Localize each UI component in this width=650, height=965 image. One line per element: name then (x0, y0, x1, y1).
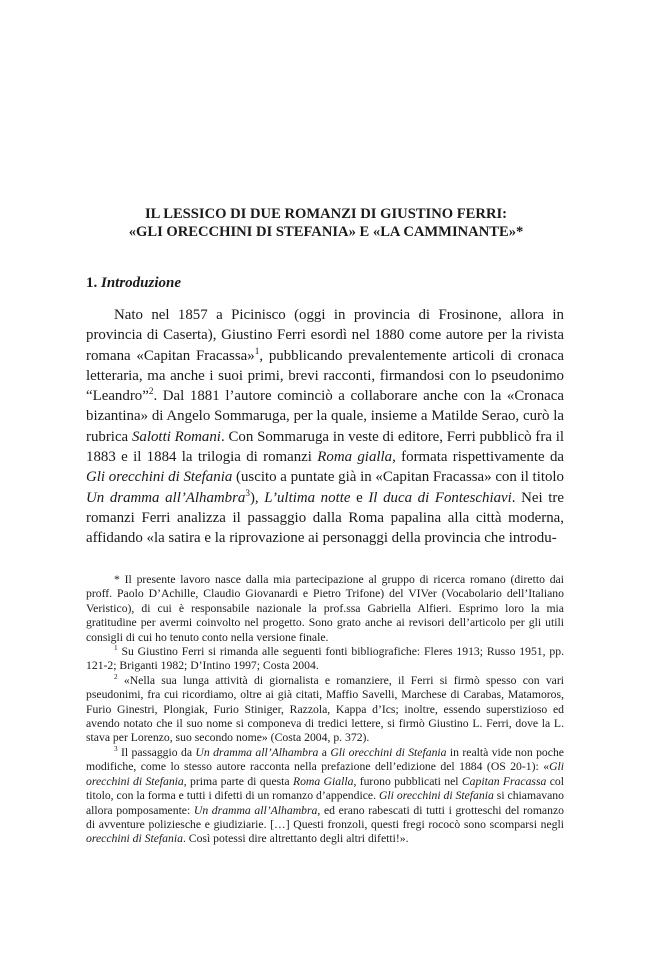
title-line-1: IL LESSICO DI DUE ROMANZI DI GIUSTINO FERRI: (144, 206, 508, 222)
article-title (86, 205, 566, 241)
section-title: Introduzione (101, 275, 182, 291)
footnote-text: , prima parte di questa (183, 774, 293, 788)
footnote-text: a (318, 745, 331, 759)
footnote-text: Il passaggio da (117, 745, 196, 759)
italic-title: Il duca di Fonteschiavi (368, 489, 512, 506)
footnotes (86, 573, 564, 847)
footnote-ref-3: 3 (245, 487, 250, 498)
italic-title: Roma gialla (317, 449, 393, 466)
footnote-star: * Il presente lavoro nasce dalla mia partecipazione al gruppo di ricerca romano (diretto dai proff. Paolo D’Achille, Claudio Giovanardi e Pietro Trifone) del VIVer (Vocabolario dell’Italiano Veristico), di cui è responsabile nazionale la prof.ssa Gabriella Alfieri. Esprimo loro la mia gratitudine per avermi coinvolto nel progetto. Sono grato anche ai revisori dell’articolo per gli utili consigli di cui ho tenuto conto nella versione finale. (86, 573, 564, 644)
footnote-text: Su Giustino Ferri si rimanda alle seguenti fonti bibliografiche: Fleres 1913; Russo 1951, pp. 121-2; Briganti 1982; D’Intino 1997; Costa 2004. (86, 645, 564, 673)
italic-title: Gli orecchini di Stefania (86, 469, 233, 486)
body-text-run: e (350, 489, 369, 506)
footnote-text: . Così potessi dire altrettanto degli altri difetti!». (182, 832, 409, 846)
body-text-run: (uscito a puntate già in «Capitan Fracassa» con il titolo (232, 469, 564, 486)
footnote-2 (86, 674, 564, 746)
footnote-number: 1 (114, 644, 118, 653)
italic-title: Salotti Romani (131, 428, 221, 445)
footnote-text: in realtà vide non poche modifiche, come lo stesso autore racconta nella prefazione dell’edizione del 1884 (OS 20-1): « (86, 745, 564, 774)
body-text-run: . Nei tre romanzi Ferri analizza il passaggio dalla Roma papalina alla città moderna, affidando «la satira e la riprovazione ai personaggi della provincia che introdu- (86, 489, 564, 547)
body-text-run: ), (249, 489, 265, 506)
body-text-run: Nato nel 1857 a Picinisco (oggi in provincia di Frosinone, allora in provincia di Caserta), Giustino Ferri esordì nel 1880 come autore per la rivista romana «Capitan Fracassa» (86, 307, 564, 364)
italic-title: Capitan Fracassa (461, 774, 547, 788)
footnote-text: si chiamavano allora pomposamente: (86, 789, 564, 817)
footnote-1 (86, 645, 564, 674)
title-line-2: «GLI ORECCHINI DI STEFANIA» E «LA CAMMINANTE»* (128, 224, 524, 240)
italic-title: Gli orecchini di Stefania (378, 789, 494, 803)
body-paragraph (86, 305, 564, 549)
italic-title: Roma Gialla (292, 774, 354, 788)
body-text-run: . Con Sommaruga in veste di editore, Ferri pubblicò fra il 1883 e il 1884 la trilogia di romanzi (86, 428, 564, 466)
footnote-number: 3 (114, 744, 118, 753)
footnote-text: col titolo, con la forma e tutti i difetti di un romanzo d’appendice. (86, 774, 565, 803)
italic-title: Gli orecchini di Stefania (86, 760, 564, 788)
footnote-number: 2 (114, 672, 118, 681)
footnote-ref-2: 2 (148, 386, 154, 397)
italic-title: Gli orecchini di Stefania (330, 745, 447, 759)
footnote-text: , ed erano rabescati di tutti i grotteschi del romanzo di avventure poliziesche e giudiziarie. […] Questi fronzoli, questi fregi rococò sono scomparsi negli (86, 803, 564, 831)
footnote-3 (86, 746, 564, 847)
body-text-run: . Dal 1881 l’autore cominciò a collaborare anche con la «Cronaca bizantina» di Angelo Sommaruga, per la quale, insieme a Matilde Serao, curò la rubrica (86, 388, 564, 445)
italic-title: orecchini di Stefania (86, 832, 183, 846)
italic-title: L’ultima notte (264, 489, 351, 506)
footnote-text: , furono pubblicati nel (353, 774, 462, 788)
italic-title: Un dramma all’Alhambra (195, 745, 319, 759)
body-text-run: , formata rispettivamente da (392, 449, 564, 466)
section-heading (86, 274, 181, 292)
body-text-run: , pubblicando prevalentemente articoli di cronaca letteraria, ma anche i suoi primi, brevi racconti, firmandosi con lo pseudonimo “Leandro” (86, 347, 564, 405)
italic-title: Un dramma all’Alhambra (86, 489, 246, 506)
footnote-text: «Nella sua lunga attività di giornalista e romanziere, il Ferri si firmò spesso con vari pseudonimi, fra cui ricordiamo, oltre ai già citati, Maffio Savelli, Marchese di Carabas, Matamoros, Furio Ginestri, Plongiak, Furio Stiniger, Razzola, Kappa d’Ics; inoltre, essendo superstizioso ed avendo notato che il suo nome si componeva di tredici lettere, si firmò Giustino L. Ferri, dove la L. stava per Lorenzo, suo secondo nome» (Costa 2004, p. 372). (86, 673, 564, 745)
footnote-ref-1: 1 (254, 345, 260, 356)
section-number: 1. (86, 275, 98, 291)
italic-title: Un dramma all’Alhambra (193, 803, 318, 817)
